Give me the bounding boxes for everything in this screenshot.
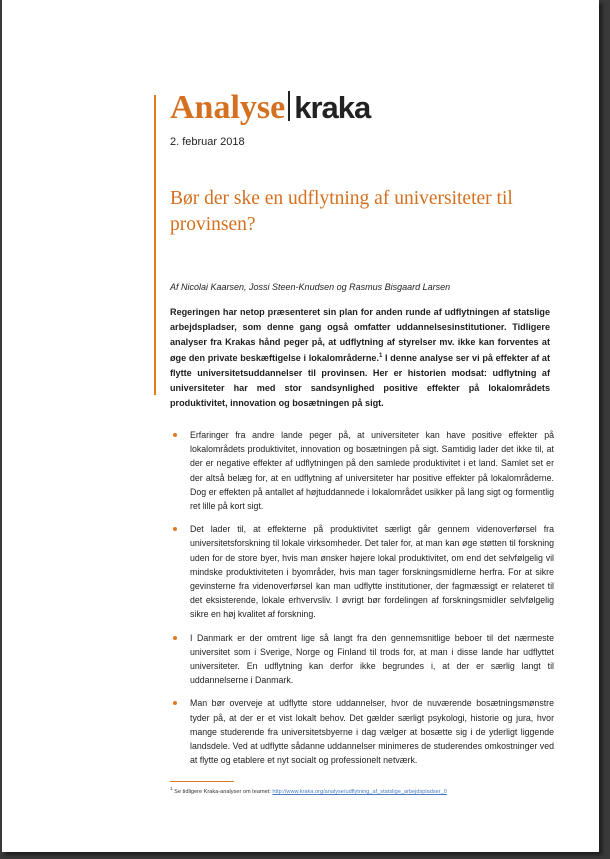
document-page — [2, 0, 599, 852]
list-item-text: I Danmark er der omtrent lige så langt fra den gennemsnitlige beboer til det nærmeste universitet som i Sverige, Norge og Finland til trods for, at man i disse lande har udflyttet universiteter. En udflytning kan derfor ikke begrundes i, at der er særlig langt til uddannelserne i Danmark. — [190, 632, 554, 686]
analyse-kraka-logo — [170, 88, 370, 128]
list-item — [170, 428, 554, 513]
accent-rule — [154, 95, 156, 395]
key-findings-list — [170, 428, 554, 776]
publication-date: 2. februar 2018 — [170, 136, 245, 148]
footnote-link[interactable]: http://www.kraka.org/analyse/udflytning_af_statslige_arbejdspladser_0 — [272, 788, 447, 795]
list-item-text: Erfaringer fra andre lande peger på, at universiteter kan have positive effekter på lokalområdets produktivitet, innovation og bosætningen på sigt. Samtidig lader det ikke til, at der er negative effekter af udflytningen på den samlede produktivitet i et land. Samlet set er der altså belæg for, at en udflytning af universiteter har positive effekter på lokalområderne. Dog er effekten på antallet af højtuddannede i lokalområdet usikker på lang sigt og formentlig ret lille på kort sigt. — [190, 430, 554, 512]
bullet-dot-icon — [173, 527, 177, 531]
list-item — [170, 631, 554, 688]
list-item — [170, 522, 554, 621]
list-item — [170, 696, 554, 767]
page-title: Bør der ske en udflytning af universiteter til provinsen? — [170, 188, 513, 235]
logo-analyse-text: Analyse — [170, 89, 286, 126]
abstract-part-2: I denne analyse ser vi på effekter af at flytte universitetsuddannelser til provinsen. Her er historien modsat: udflytning af universiteter har med stor sandsynlighed positive effekter på lokalområdets produktivitet, innovation og bosætningen på sigt. — [170, 353, 550, 408]
footnote-text: Se tidligere Kraka-analyser om teamet: — [172, 788, 273, 795]
bullet-dot-icon — [173, 636, 177, 640]
list-item-text: Det lader til, at effekterne på produktivitet særligt går gennem videnoverførsel fra universitetsforskning til lokale virksomheder. Det taler for, at man kan øge støtten til forskning uden for de store byer, hvis man ønsker højere lokal produktivitet, om end det selvfølgelig vil mindske produktiviteten i byområder, hvis man tager forskningsmidlerne herfra. For at sikre gevinsterne fra videnoverførsel kan man udflytte institutioner, der fagmæssigt er relateret til det eksisterende, lokale erhvervsliv. I øvrigt bør fordelingen af forskningsmidler selvfølgelig sikre en høj kvalitet af forskning. — [190, 524, 554, 620]
authors: Af Nicolai Kaarsen, Jossi Steen-Knudsen og Rasmus Bisgaard Larsen — [170, 282, 451, 292]
logo-kraka-text: kraka — [294, 90, 371, 125]
footnote-reference[interactable]: 1 — [378, 353, 383, 360]
logo-divider — [288, 91, 290, 121]
footnote — [170, 786, 447, 795]
footnote-separator — [170, 781, 234, 782]
footnote-number: 1 — [170, 786, 173, 791]
abstract — [170, 305, 550, 411]
abstract-part-1: Regeringen har netop præsenteret sin plan for anden runde af udflytningen af statslige arbejdspladser, som denne gang også omfatter uddannelsesinstitutioner. Tidligere analyser fra Krakas hånd peger på, at udflytning af styrelser mv. ikke kan forventes at øge den private beskæftigelse i lokalområderne. — [170, 307, 550, 364]
list-item-text: Man bør overveje at udflytte store uddannelser, hvor de nuværende bosætningsmønstre tyder på, at der er et vist lokalt behov. Det gælder særligt psykologi, historie og jura, hvor mange studerende fra universitetsbyerne i dag vælger at bosætte sig i de yderligt liggende landsdele. Ved at udflytte sådanne uddannelser minimeres de studerendes omkostninger ved at flytte og etablere et nyt socialt og professionelt netværk. — [190, 698, 554, 766]
bullet-dot-icon — [173, 701, 177, 705]
bullet-dot-icon — [173, 433, 177, 437]
